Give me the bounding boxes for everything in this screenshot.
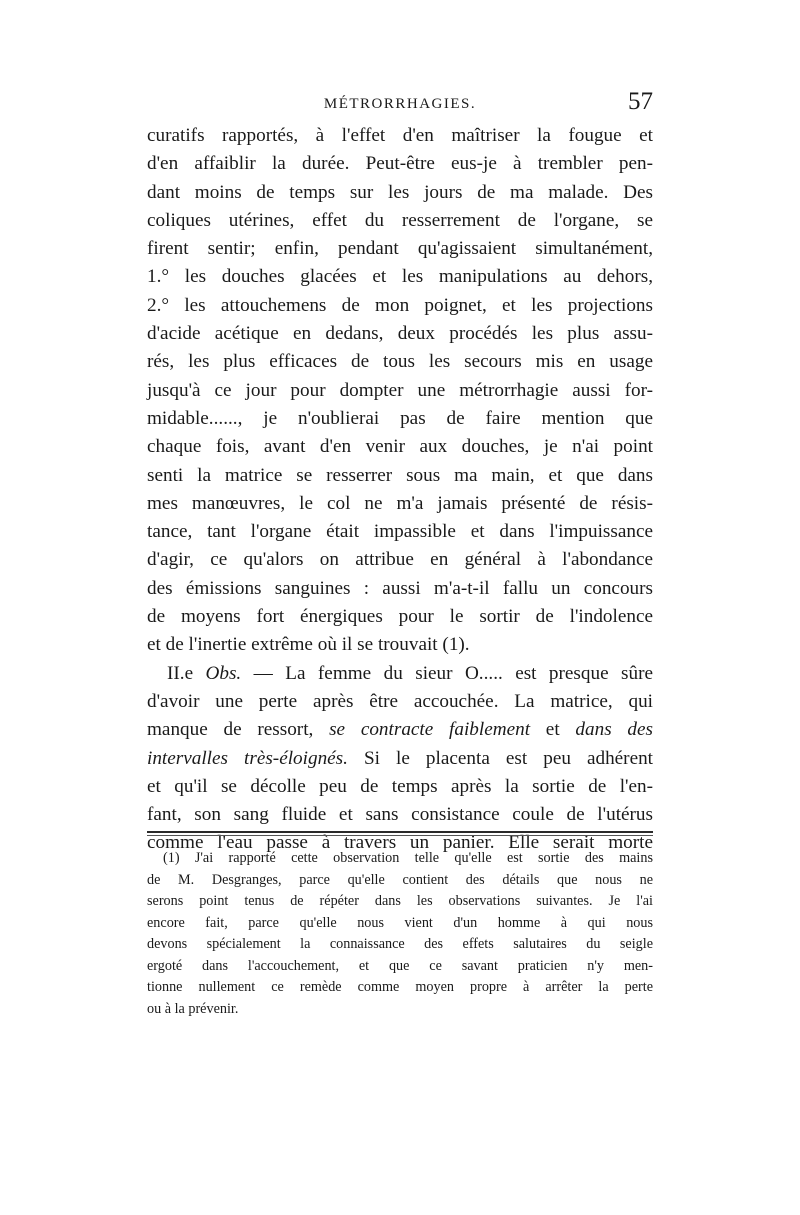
footnote xyxy=(147,848,653,1020)
text-line: d'en affaiblir la durée. Peut-être eus-je à trembler pen- xyxy=(147,153,653,175)
text-line: et qu'il se décolle peu de temps après la sortie de l'en- xyxy=(147,775,653,797)
text-line: et de l'inertie extrême où il se trouvait (1). xyxy=(147,634,470,656)
text-line: jusqu'à ce jour pour dompter une métrorrhagie aussi for- xyxy=(147,379,653,401)
text-line: mes manœuvres, le col ne m'a jamais présenté de résis- xyxy=(147,492,653,514)
observation-number: II.e xyxy=(167,662,194,684)
running-title: MÉTRORRHAGIES. xyxy=(323,96,477,112)
footnote-line: (1) J'ai rapporté cette observation telle qu'elle est sortie des mains xyxy=(163,850,653,866)
italic-phrase: dans des xyxy=(575,719,653,741)
footnote-line: ergoté dans l'accouchement, et que ce savant praticien n'y men- xyxy=(147,957,653,974)
text-line: tance, tant l'organe était impassible et dans l'impuissance xyxy=(147,521,653,543)
text-line: rés, les plus efficaces de tous les secours mis en usage xyxy=(147,351,653,373)
text-line: d'avoir une perte après être accouchée. La matrice, qui xyxy=(147,690,653,712)
text-line: coliques utérines, effet du resserrement de l'organe, se xyxy=(147,209,653,231)
footnote-line: serons point tenus de répéter dans les observations suivantes. Je l'ai xyxy=(147,893,653,909)
text-line: senti la matrice se resserrer sous ma main, et que dans xyxy=(147,464,653,486)
text-line: comme l'eau passe à travers un panier. Elle serait morte xyxy=(147,832,653,854)
text-line: firent sentir; enfin, pendant qu'agissaient simultanément, xyxy=(147,238,653,260)
footnote-line: devons spécialement la connaissance des effets salutaires du seigle xyxy=(147,936,653,952)
text-line: des émissions sanguines : aussi m'a-t-il fallu un concours xyxy=(147,577,653,599)
text-line: 2.° les attouchemens de mon poignet, et les projections xyxy=(147,294,653,316)
text-span: et xyxy=(545,719,576,741)
observation-text: La femme du sieur O..... est presque sûre xyxy=(285,662,653,684)
footnote-line: de M. Desgranges, parce qu'elle contient des détails que nous ne xyxy=(147,871,653,888)
text-line: chaque fois, avant d'en venir aux douches, je n'ai point xyxy=(147,436,653,458)
text-line xyxy=(147,745,653,773)
text-line: d'acide acétique en dedans, deux procédés les plus assu- xyxy=(147,323,653,345)
italic-phrase: se contracte faiblement xyxy=(329,719,531,741)
text-line: dant moins de temps sur les jours de ma malade. Des xyxy=(147,181,653,203)
text-line: d'agir, ce qu'alors on attribue en général à l'abondance xyxy=(147,549,653,571)
text-span: Si le placenta est peu adhérent xyxy=(364,747,654,769)
page-number: 57 xyxy=(628,88,653,115)
text-line: midable......, je n'oublierai pas de faire mention que xyxy=(147,407,653,429)
page-header xyxy=(147,88,653,122)
text-span: manque de ressort, xyxy=(147,719,330,741)
text-line: de moyens fort énergiques pour le sortir de l'indolence xyxy=(147,606,653,628)
footnote-line: encore fait, parce qu'elle nous vient d'un homme à qui nous xyxy=(147,914,653,931)
observation-dash: — xyxy=(253,662,286,684)
main-text xyxy=(147,122,653,858)
footnote-line: tionne nullement ce remède comme moyen propre à arrêter la perte xyxy=(147,979,653,995)
observation-heading-line xyxy=(147,660,653,688)
text-line: curatifs rapportés, à l'effet d'en maîtriser la fougue et xyxy=(147,125,653,146)
footnote-rule xyxy=(147,831,653,833)
footnote-rule-thin xyxy=(147,835,653,836)
observation-label: Obs. xyxy=(205,662,242,684)
text-line xyxy=(147,716,653,744)
footnote-line: ou à la prévenir. xyxy=(147,1000,239,1017)
italic-phrase: intervalles très-éloignés. xyxy=(147,747,348,769)
text-line: fant, son sang fluide et sans consistance coule de l'utérus xyxy=(147,804,653,826)
text-line: 1.° les douches glacées et les manipulations au dehors, xyxy=(147,266,653,288)
